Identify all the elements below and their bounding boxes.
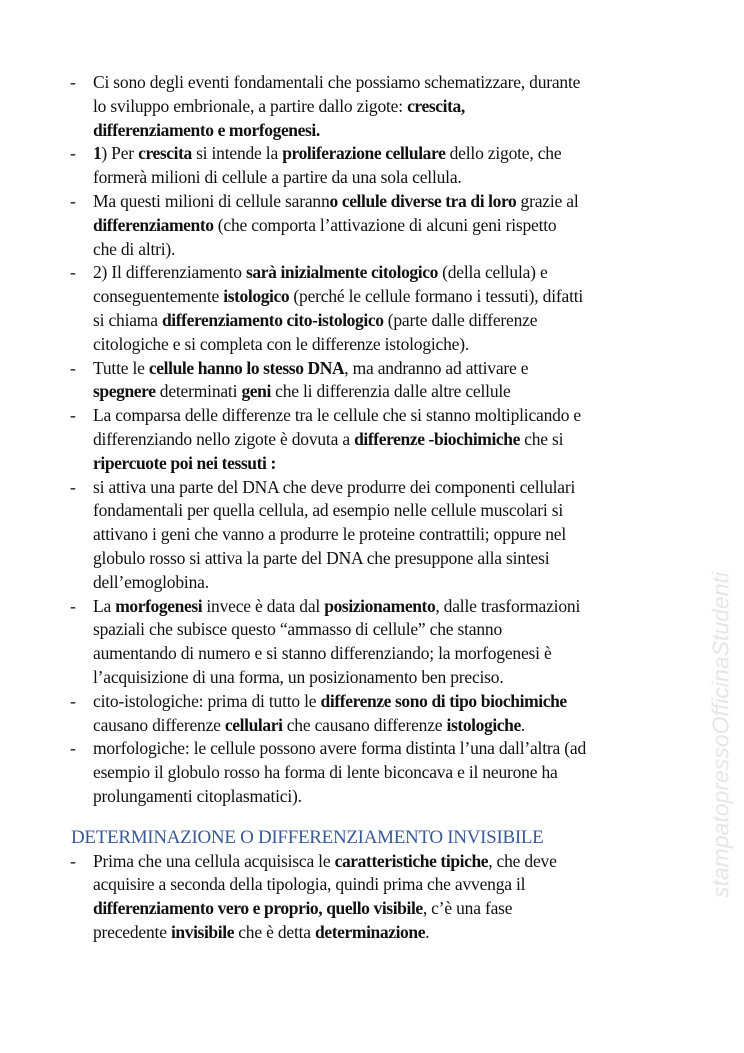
bullet-dash: -	[70, 72, 76, 92]
text-line	[93, 95, 744, 119]
text: .	[520, 714, 526, 735]
text: che di altri).	[93, 238, 176, 259]
bold-text: caratteristiche tipiche	[334, 850, 489, 871]
text: Ci sono degli eventi fondamentali che possiamo schematizzare, durante	[93, 72, 581, 92]
bold-text: differenziamento e morfogenesi.	[93, 119, 320, 140]
bullet-dash: -	[70, 690, 76, 711]
text: fondamentali per quella cellula, ad esempio nelle cellule muscolari si	[93, 500, 563, 521]
list-item	[0, 690, 744, 738]
text: spaziali che subisce questo “ammasso di cellule” che stanno	[93, 619, 503, 640]
text-line	[93, 618, 744, 642]
text: morfologiche: le cellule possono avere forma distinta l’una dall’altra (ad	[93, 738, 586, 759]
text-line	[93, 690, 744, 714]
bold-text: invisibile	[170, 921, 235, 942]
bold-text: differenze -biochimiche	[354, 428, 520, 449]
bullet-dash: -	[70, 190, 76, 211]
text-line	[93, 190, 744, 214]
list-item	[0, 71, 744, 142]
text-line	[93, 897, 744, 921]
text-line	[93, 309, 744, 333]
bold-text: differenziamento cito-istologico	[161, 309, 384, 330]
text: si attiva una parte del DNA che deve produrre dei componenti cellulari	[93, 476, 576, 497]
list-item	[0, 737, 744, 808]
bold-text: proliferazione cellulare	[282, 143, 446, 164]
text: (che comporta l’attivazione di alcuni geni rispetto	[213, 214, 557, 235]
text: globulo rosso si attiva la parte del DNA che presuppone alla sintesi	[93, 547, 550, 568]
bullet-dash: -	[70, 262, 76, 283]
text-line	[93, 761, 744, 785]
text-line	[93, 428, 744, 452]
text: citologiche e si completa con le differenze istologiche).	[93, 333, 470, 354]
text-line	[93, 921, 744, 945]
text: cito-istologiche: prima di tutto le	[93, 690, 321, 711]
text-line	[93, 238, 744, 262]
bold-text: istologiche	[446, 714, 521, 735]
text-line	[93, 452, 744, 476]
list-item	[0, 476, 744, 595]
text: acquisire a seconda della tipologia, quindi prima che avvenga il	[93, 874, 526, 895]
text: che causano differenze	[282, 714, 447, 735]
text-line	[93, 571, 744, 595]
list-item	[0, 190, 744, 261]
text-line	[93, 71, 744, 95]
text: , dalle trasformazioni	[435, 595, 581, 616]
text-line	[93, 595, 744, 619]
text-line	[93, 666, 744, 690]
text: si chiama	[93, 309, 162, 330]
text: prolungamenti citoplasmatici).	[93, 785, 302, 806]
bullet-dash: -	[70, 738, 76, 759]
text-line	[93, 142, 744, 166]
text: esempio il globulo rosso ha forma di lente biconcava e il neurone ha	[93, 762, 558, 783]
bullet-dash: -	[70, 595, 76, 616]
text: che li differenzia dalle altre cellule	[270, 381, 511, 402]
bold-text: cellulari	[224, 714, 283, 735]
text: (parte dalle differenze	[383, 309, 538, 330]
text-line	[93, 404, 744, 428]
text: La comparsa delle differenze tra le cellule che si stanno moltiplicando e	[93, 405, 581, 426]
text: dell’emoglobina.	[93, 571, 209, 592]
bold-text: differenziamento vero e proprio, quello visibile	[93, 898, 423, 919]
text-line	[93, 285, 744, 309]
bold-text: ripercuote poi nei tessuti :	[93, 452, 276, 473]
text: conseguentemente	[93, 286, 224, 307]
list-item	[0, 142, 744, 190]
text-line	[93, 476, 744, 500]
text: Ma questi milioni di cellule sarann	[93, 190, 330, 211]
text-line	[93, 380, 744, 404]
bold-text: differenziamento	[93, 214, 214, 235]
text: determinati	[155, 381, 242, 402]
text: formerà milioni di cellule a partire da una sola cellula.	[93, 167, 462, 188]
text-line	[93, 357, 744, 381]
bullet-dash: -	[70, 143, 76, 164]
text-line	[93, 714, 744, 738]
text: l’acquisizione di una forma, un posizionamento ben preciso.	[93, 666, 504, 687]
text-line	[93, 499, 744, 523]
text: (della cellula) e	[437, 262, 548, 283]
list-item	[0, 850, 744, 945]
text-line	[93, 261, 744, 285]
bold-text: crescita	[138, 143, 192, 164]
bold-text: differenze sono di tipo biochimiche	[320, 690, 567, 711]
text: 2) Il differenziamento	[93, 262, 246, 283]
bullet-list	[0, 71, 744, 809]
text: grazie al	[516, 190, 579, 211]
bold-text: o cellule diverse tra di loro	[329, 190, 517, 211]
text: lo sviluppo embrionale, a partire dallo zigote:	[93, 95, 408, 116]
text: , che deve	[488, 850, 557, 871]
text: che è detta	[234, 921, 316, 942]
bold-text: cellule hanno lo stesso DNA	[148, 357, 345, 378]
bold-text: determinazione	[315, 921, 426, 942]
text: La	[93, 595, 116, 616]
bold-text: sarà inizialmente citologico	[246, 262, 438, 283]
text-line	[93, 642, 744, 666]
bold-text: crescita,	[407, 95, 465, 116]
text: (perché le cellule formano i tessuti), difatti	[289, 286, 584, 307]
section-heading: DETERMINAZIONE O DIFFERENZIAMENTO INVISIBILE	[71, 826, 544, 848]
list-item	[0, 357, 744, 405]
text: invece è data dal	[202, 595, 325, 616]
text-line	[93, 166, 744, 190]
text-line	[93, 850, 744, 874]
text: differenziando nello zigote è dovuta a	[93, 428, 355, 449]
bullet-dash: -	[70, 850, 76, 871]
text-line	[93, 523, 744, 547]
text: , ma andranno ad attivare e	[344, 357, 529, 378]
bold-text: posizionamento	[324, 595, 436, 616]
text: causano differenze	[93, 714, 225, 735]
watermark: stampatopressoOfficinaStudenti	[707, 571, 734, 899]
document-page	[0, 71, 744, 945]
list-item	[0, 404, 744, 475]
text-line	[93, 737, 744, 761]
bullet-dash: -	[70, 357, 76, 378]
bold-text: spegnere	[93, 381, 156, 402]
text: precedente	[93, 921, 171, 942]
list-item	[0, 595, 744, 690]
text: dello zigote, che	[445, 143, 562, 164]
bold-text: 1	[93, 143, 102, 164]
text: , c’è una fase	[422, 898, 513, 919]
text-line	[93, 547, 744, 571]
bullet-list	[0, 850, 744, 945]
text: attivano i geni che vanno a produrre le proteine contrattili; oppure nel	[93, 524, 566, 545]
list-item	[0, 261, 744, 356]
bold-text: geni	[241, 381, 271, 402]
text-line	[93, 119, 744, 143]
text: .	[425, 921, 430, 942]
text-line	[93, 785, 744, 809]
text-line	[93, 214, 744, 238]
text: Prima che una cellula acquisisca le	[93, 850, 335, 871]
text: ) Per	[101, 143, 139, 164]
bullet-dash: -	[70, 476, 76, 497]
text: Tutte le	[93, 357, 149, 378]
text: aumentando di numero e si stanno differenziando; la morfogenesi è	[93, 643, 552, 664]
text: si intende la	[191, 143, 283, 164]
bold-text: morfogenesi	[115, 595, 203, 616]
bullet-dash: -	[70, 405, 76, 426]
text-line	[93, 873, 744, 897]
bold-text: istologico	[223, 286, 290, 307]
text-line	[93, 333, 744, 357]
text: che si	[520, 428, 564, 449]
